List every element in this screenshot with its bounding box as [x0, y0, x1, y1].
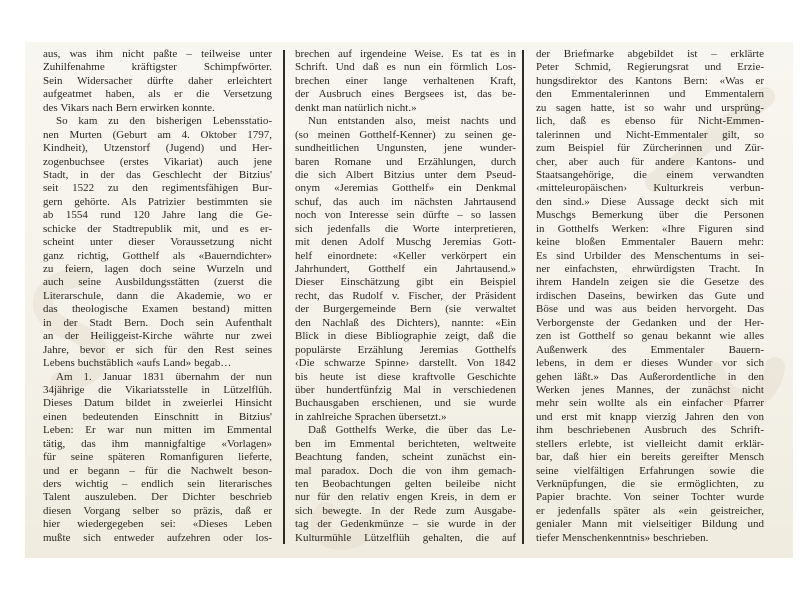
text-line: für seine späteren Romanfiguren lieferte,	[43, 451, 272, 464]
text-line: schuf, das auch im nächsten Jahrtausend	[295, 195, 516, 208]
text-line: mehr sein wollte als ein einfacher Pfarrer	[536, 397, 764, 410]
text-line: den Nachlaß des Dichters), nannte: «Ein	[295, 316, 516, 329]
text-line: mal paradox. Doch die von ihm gemach-	[295, 464, 516, 477]
text-line: aus, was ihm nicht paßte – teilweise unter	[43, 48, 272, 60]
text-line: diesen Vorgang selber so präzis, daß er	[43, 504, 272, 517]
text-line: Buchausgaben erschienen, und sie wurde	[295, 397, 516, 410]
text-line: lich, daß es ebenso für Nicht-Emmen-	[536, 115, 764, 128]
text-line: tiefer Menschenkenntnis» beschrieben.	[536, 531, 709, 544]
text-line: zogenbuchsee (erstes Vikariat) auch jene	[43, 155, 272, 168]
text-column-1	[43, 48, 272, 545]
text-line: scheint unter dieser Voraussetzung nicht	[43, 236, 272, 249]
text-line: der Ausbruch eines Bergsees ist, das be-	[295, 88, 516, 101]
text-line: Böse und was aus beiden hervorgeht. Das	[536, 303, 764, 316]
scanned-page	[25, 42, 793, 558]
text-line: bar, daß hier ein bereits gereifter Mensch	[536, 451, 764, 464]
text-line: auch seine Ausbildungsstätten (zuerst die	[43, 276, 272, 289]
text-line: Es sind Urbilder des Menschentums in sei-	[536, 249, 764, 262]
text-line: Kulturmühle Lützelflüh gehalten, die auf	[295, 531, 516, 544]
text-line: des Vikars nach Bern erwirken konnte.	[43, 101, 215, 114]
text-line: 34jährige die Vikariatsstelle in Lützelflüh.	[43, 383, 272, 396]
text-line: zen ist Gotthelf so genau bekannt wie alles	[536, 330, 764, 343]
text-column-2	[295, 48, 516, 545]
text-line: zu feiern, lagen doch seine Wurzeln und	[43, 263, 272, 275]
text-line: noch von Interesse sein dürfte – so lassen	[295, 209, 516, 222]
text-line: hungsdirektor des Kantons Bern: «Was er	[536, 74, 764, 87]
text-line: Schrift. Und daß es nun ein förmlich Los-	[295, 61, 516, 74]
text-line: und erst mit knapp vierzig Jahren den von	[536, 410, 764, 423]
text-line: und er begann – für die Nachwelt beson-	[43, 464, 272, 477]
text-line: er jedenfalls später als «ein geistreicher,	[536, 504, 764, 517]
text-line: einen bedeutenden Einschnitt in Bitzius'	[43, 410, 272, 423]
text-line: onym «Jeremias Gotthelf» ein Denkmal	[295, 182, 516, 195]
text-line: Jahrhundert, Gotthelf ein Jahrtausend.»	[295, 263, 516, 275]
text-line: gehen läßt.» Das Außerordentliche in den	[536, 370, 764, 383]
text-line: Am 1. Januar 1831 übernahm der nun	[56, 370, 272, 383]
text-line: mußte sich entweder aufzehren oder los-	[43, 531, 272, 544]
text-line: keine bloßen Emmentaler Bauern mehr:	[536, 236, 764, 249]
text-line: ner einfachsten, ehrwürdigsten Tracht. In	[536, 263, 764, 275]
text-line: Muschgs Bemerkung über die Personen	[536, 209, 764, 222]
text-line: Lebens buchstäblich «aufs Land» begab…	[43, 357, 232, 370]
text-line: aufgeatmet haben, als er die Versetzung	[43, 88, 272, 101]
text-line: recht, das Rudolf v. Fischer, der Präsident	[295, 289, 516, 302]
column-rule-left	[283, 50, 285, 544]
text-line: tätig, das ihm mannigfaltige «Vorlagen»	[43, 437, 272, 450]
text-line: mit denen Adolf Muschg Jeremias Gott-	[295, 236, 516, 249]
text-line: zu sagen hatte, ist so wahr und ursprüng-	[536, 101, 764, 114]
text-line: (so meinen Gotthelf-Kenner) zu seinen ge-	[295, 128, 516, 141]
text-line: Daß Gotthelfs Werke, die über das Le-	[308, 424, 516, 437]
text-line: ganz richtig, Gotthelf als «Bauerndichter»	[43, 249, 272, 262]
text-line: Kindheit), Utzenstorf (Jugend) und Her-	[43, 142, 272, 155]
text-line: Beachtung fanden, scheint zunächst ein-	[295, 451, 516, 464]
text-line: Zuhilfenahme kräftigster Schimpfwörter.	[43, 61, 272, 74]
text-line: Dieses Datum bildet in zweierlei Hinsicht	[43, 397, 272, 410]
text-line: sich jedenfalls die Worte interpretieren,	[295, 222, 516, 235]
text-line: So kam zu den bisherigen Lebensstatio-	[56, 115, 272, 128]
text-line: Blick in diese Bibliographie zeigt, daß die	[295, 330, 516, 343]
text-line: stellers erlebte, ist vielleicht damit erklär-	[536, 437, 764, 450]
text-line: Jahre, bevor er sich für den Rest seines	[43, 343, 272, 356]
text-line: ben im Emmental berichteten, weltweite	[295, 437, 516, 450]
text-line: ders wichtig – endlich sein literarisches	[43, 478, 272, 490]
text-line: ‹Die schwarze Spinne› darstellt. Von 1842	[295, 357, 516, 370]
text-line: Stadt, in der das Geschlecht der Bitzius'	[43, 168, 272, 181]
text-line: populärste Erzählung Jeremias Gotthelfs	[295, 343, 516, 356]
text-line: baren Romane und Erzählungen, durch	[295, 155, 516, 168]
text-line: Papier brachte. Von seiner Tochter wurde	[536, 491, 764, 504]
column-rule-right	[522, 50, 524, 544]
text-line: Verknüpfungen, die sie ermöglichten, zu	[536, 478, 764, 490]
text-line: Verborgenste der Gedanken und der Her-	[536, 316, 764, 329]
text-line: seine vielfältigen Erfahrungen sowie die	[536, 464, 764, 477]
text-line: das theologische Examen bestand) mitten	[43, 303, 272, 316]
text-line: der Briefmarke abgebildet ist – erklärte	[536, 48, 764, 60]
text-line: Sein Widersacher dürfte daher erleichtert	[43, 74, 272, 87]
text-line: in Gotthelfs Werken: «Ihre Figuren sind	[536, 222, 764, 235]
text-line: ten Beobachtungen gelten beileibe nicht	[295, 478, 516, 490]
text-line: irdischen Daseins, bewirken das Gute und	[536, 289, 764, 302]
text-line: Staatsangehörige, die einem verwandten	[536, 168, 764, 181]
text-line: hier wiedergegeben sei: «Dieses Leben	[43, 518, 272, 531]
text-line: Talent auszuleben. Der Dichter beschrieb	[43, 491, 272, 504]
text-line: schicke der Stadtrepublik mit, und es er-	[43, 222, 272, 235]
text-line: genialer Mann mit vielseitiger Bildung und	[536, 518, 764, 531]
text-line: in der Stadt Bern. Doch sein Aufenthalt	[43, 316, 272, 329]
text-line: den sind.» Diese Aussage deckt sich mit	[536, 195, 764, 208]
text-line: Außenwerk des Emmentaler Bauern-	[536, 343, 764, 356]
text-line: ab 1554 rund 120 Jahre lang die Ge-	[43, 209, 272, 222]
text-line: tag der Gedenkmünze – sie wurde in der	[295, 518, 516, 531]
text-line: der Burgergemeinde Bern (sie verwaltet	[295, 303, 516, 316]
text-line: brechen auf irgendeine Weise. Es tat es in	[295, 48, 516, 60]
text-line: in zahlreiche Sprachen übersetzt.»	[295, 410, 447, 423]
text-line: nen Murten (Geburt am 4. Oktober 1797,	[43, 128, 272, 141]
text-line: Nun entstanden also, meist nachts und	[308, 115, 516, 128]
text-line: die sich Albert Bitzius unter dem Pseud-	[295, 168, 516, 181]
text-line: bis heute ist diese kraftvolle Geschichte	[295, 370, 516, 383]
text-line: denkt man natürlich nicht.»	[295, 101, 417, 114]
text-line: nur für den relativ engen Kreis, in dem er	[295, 491, 516, 504]
text-line: ‹mitteleuropäischen› Kulturkreis verbun-	[536, 182, 764, 195]
text-line: Dieser Einschätzung gibt ein Beispiel	[295, 276, 516, 289]
text-line: talerinnen und Nicht-Emmentaler gilt, so	[536, 128, 764, 141]
text-line: Leben: Er war nun mitten im Emmental	[43, 424, 272, 437]
text-line: zum Beispiel für Zürcherinnen und Zür-	[536, 142, 764, 155]
text-line: ihrem Handeln zeigen sie die Gesetze des	[536, 276, 764, 289]
text-line: den Emmentalerinnen und Emmentalern	[536, 88, 764, 101]
text-line: sich bewegte. In der Rede zum Ausgabe-	[295, 504, 516, 517]
text-line: sundheitlichen Ungunsten, jene wunder-	[295, 142, 516, 155]
text-line: helf einordnete: «Keller verkörpert ein	[295, 249, 516, 262]
text-line: seit 1522 zu den regimentsfähigen Bur-	[43, 182, 272, 195]
text-line: lebens, in dem er dieses Wunder vor sich	[536, 357, 764, 370]
text-line: cher, aber auch für andere Kantons- und	[536, 155, 764, 168]
text-line: brechen einer lange verhaltenen Kraft,	[295, 74, 516, 87]
text-line: Werken jenes Mannes, der zunächst nicht	[536, 383, 764, 396]
text-line: gern gehörte. Als Patrizier bestimmten sie	[43, 195, 272, 208]
text-line: ihm beschriebenen Ausbruch des Schrift-	[536, 424, 764, 437]
text-line: an der Heiliggeist-Kirche währte nur zwei	[43, 330, 272, 343]
text-line: über hundertfünfzig Mal in verschiedenen	[295, 383, 516, 396]
text-line: Peter Schmid, Regierungsrat und Erzie-	[536, 61, 764, 74]
text-column-3	[536, 48, 764, 545]
text-line: Literarschule, dann die Akademie, wo er	[43, 289, 272, 302]
